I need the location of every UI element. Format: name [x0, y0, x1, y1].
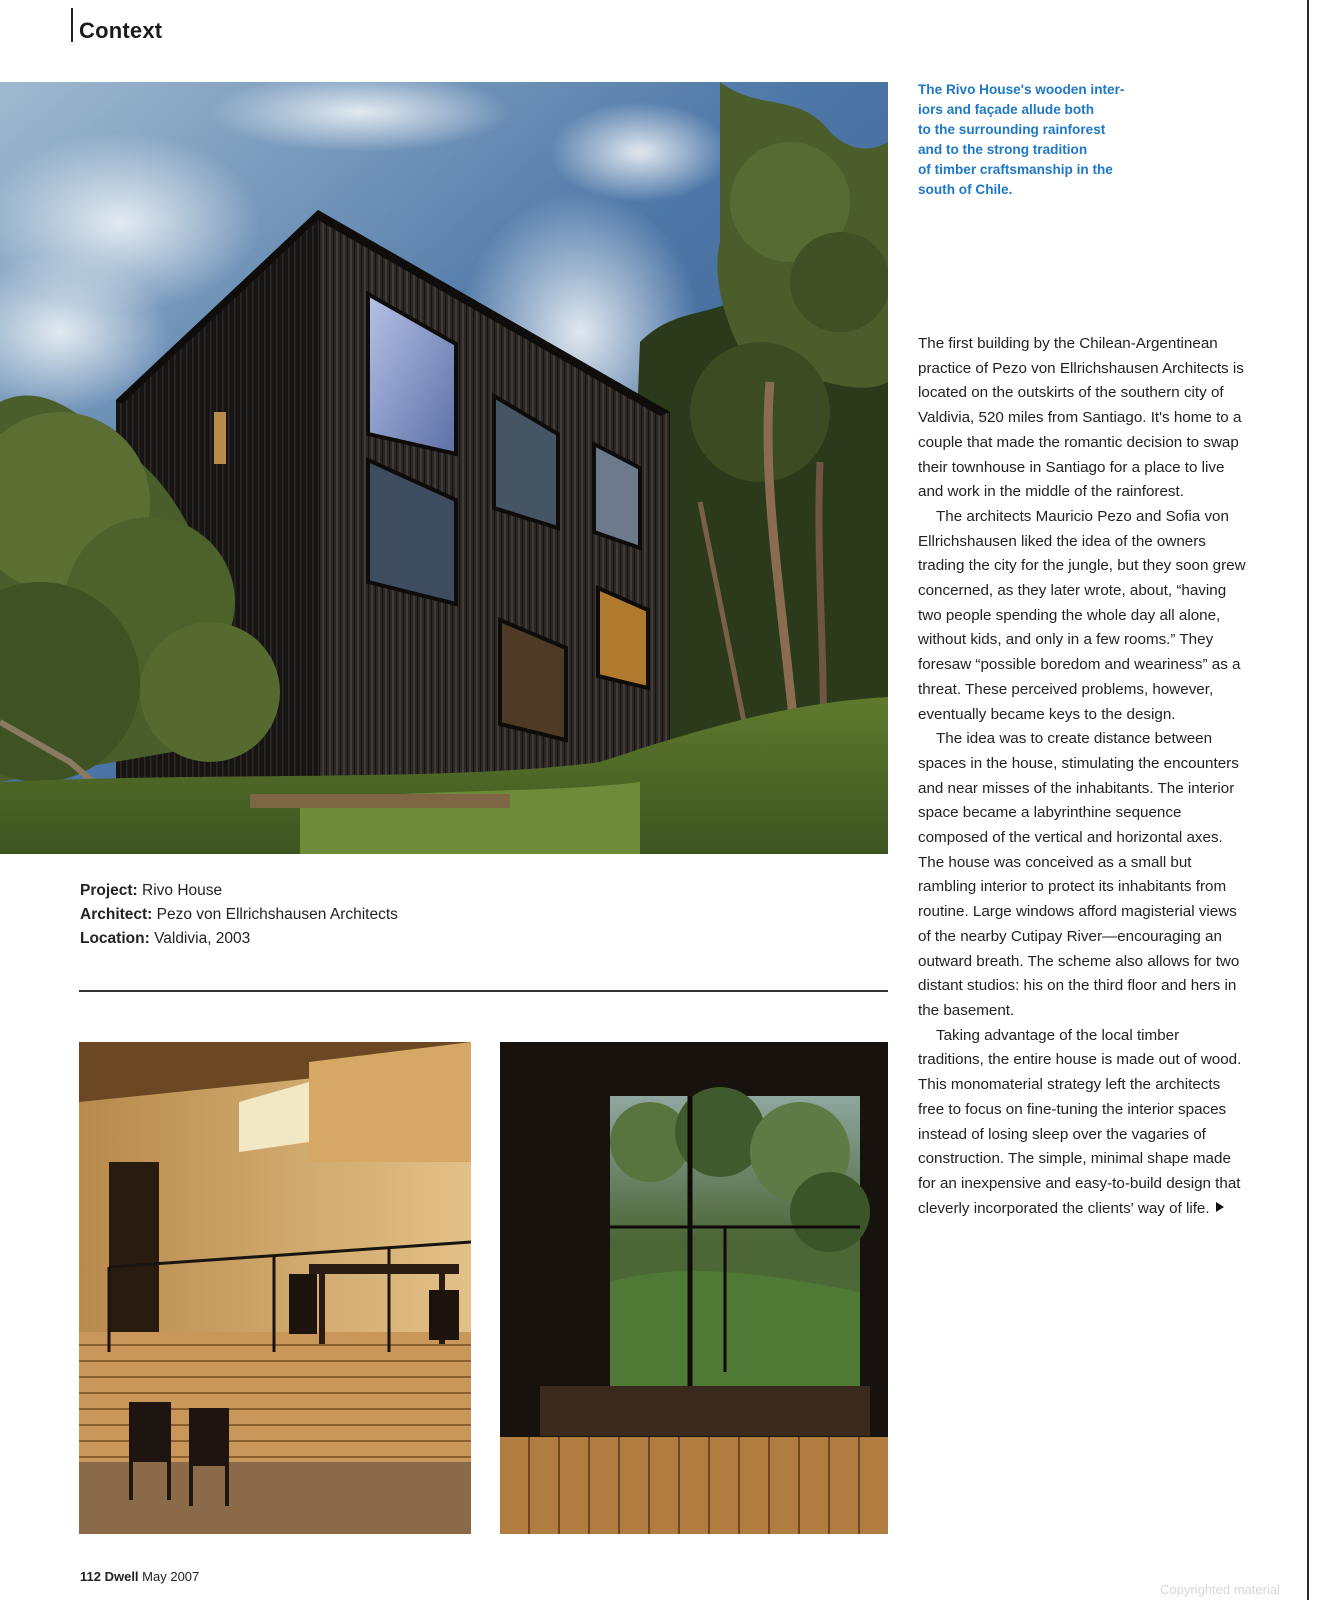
watermark: Copyrighted material: [1160, 1582, 1280, 1597]
fact-value: Valdivia, 2003: [154, 930, 251, 947]
issue-date: May 2007: [142, 1569, 200, 1584]
fact-value: Pezo von Ellrichshausen Architects: [156, 906, 398, 923]
section-divider: [79, 990, 888, 992]
continue-arrow-icon: [1216, 1202, 1224, 1212]
fact-value: Rivo House: [142, 882, 223, 899]
header-rule: [71, 8, 73, 42]
fact-architect: [80, 903, 398, 927]
interior-photo-dining: [79, 1042, 471, 1534]
body-paragraph-1: The first building by the Chilean-Argentinean practice of Pezo von Ellrichshausen Architects is located on the outskirts of the southern city of Valdivia, 520 miles from Santiago. It's home to a couple that made the romantic decision to swap their townhouse in Santiago for a place to live and work in the middle of the rainforest.: [918, 335, 1244, 501]
page-edge: [1307, 0, 1309, 1600]
hero-photo-rivo-house-exterior: [0, 82, 888, 854]
page-number: 112 Dwell: [80, 1569, 139, 1584]
caption-line: of timber craftsmanship in the: [918, 162, 1113, 177]
caption-line: iors and façade allude both: [918, 102, 1094, 117]
body-paragraph-4-text: Taking advantage of the local timber traditions, the entire house is made out of wood. This monomaterial strategy left the architects free to focus on fine-tuning the interior spaces instead of losing sleep over the vagaries of construction. The simple, minimal shape made for an inexpensive and easy-to-build design that cleverly incorporated the clients' way of life.: [918, 1026, 1242, 1217]
interior-photo-window-view: [500, 1042, 888, 1534]
photo-caption: [918, 80, 1143, 200]
fact-location: [80, 927, 398, 951]
project-facts: [80, 879, 398, 951]
fact-label: Project:: [80, 882, 138, 899]
page-folio: [80, 1569, 199, 1584]
body-paragraph-3: The idea was to create distance between spaces in the house, stimulating the encounters and near misses of the inhabitants. The interior space became a labyrinthine sequence composed of the vertical and horizontal axes. The house was conceived as a small but rambling interior to protect its inhabitants from routine. Large windows afford magisterial views of the nearby Cutipay River—encouraging an outward breath. The scheme also allows for two distant studios: his on the third floor and hers in the basement.: [918, 730, 1240, 1019]
caption-line: south of Chile.: [918, 182, 1013, 197]
body-paragraph-4: [918, 1024, 1248, 1222]
caption-line: and to the strong tradition: [918, 142, 1088, 157]
caption-line: The Rivo House's wooden inter-: [918, 82, 1125, 97]
fact-project: [80, 879, 398, 903]
fact-label: Architect:: [80, 906, 153, 923]
caption-line: to the surrounding rainforest: [918, 122, 1106, 137]
article-body: [918, 332, 1248, 1221]
body-paragraph-2: The architects Mauricio Pezo and Sofia von Ellrichshausen liked the idea of the owners trading the city for the jungle, but they soon grew concerned, as they later wrote, about, “having two people spending the whole day all alone, without kids, and only in a few rooms.” They foresaw “possible boredom and weariness” as a threat. These perceived problems, however, eventually became keys to the design.: [918, 507, 1246, 723]
section-title: Context: [79, 18, 163, 43]
fact-label: Location:: [80, 930, 150, 947]
